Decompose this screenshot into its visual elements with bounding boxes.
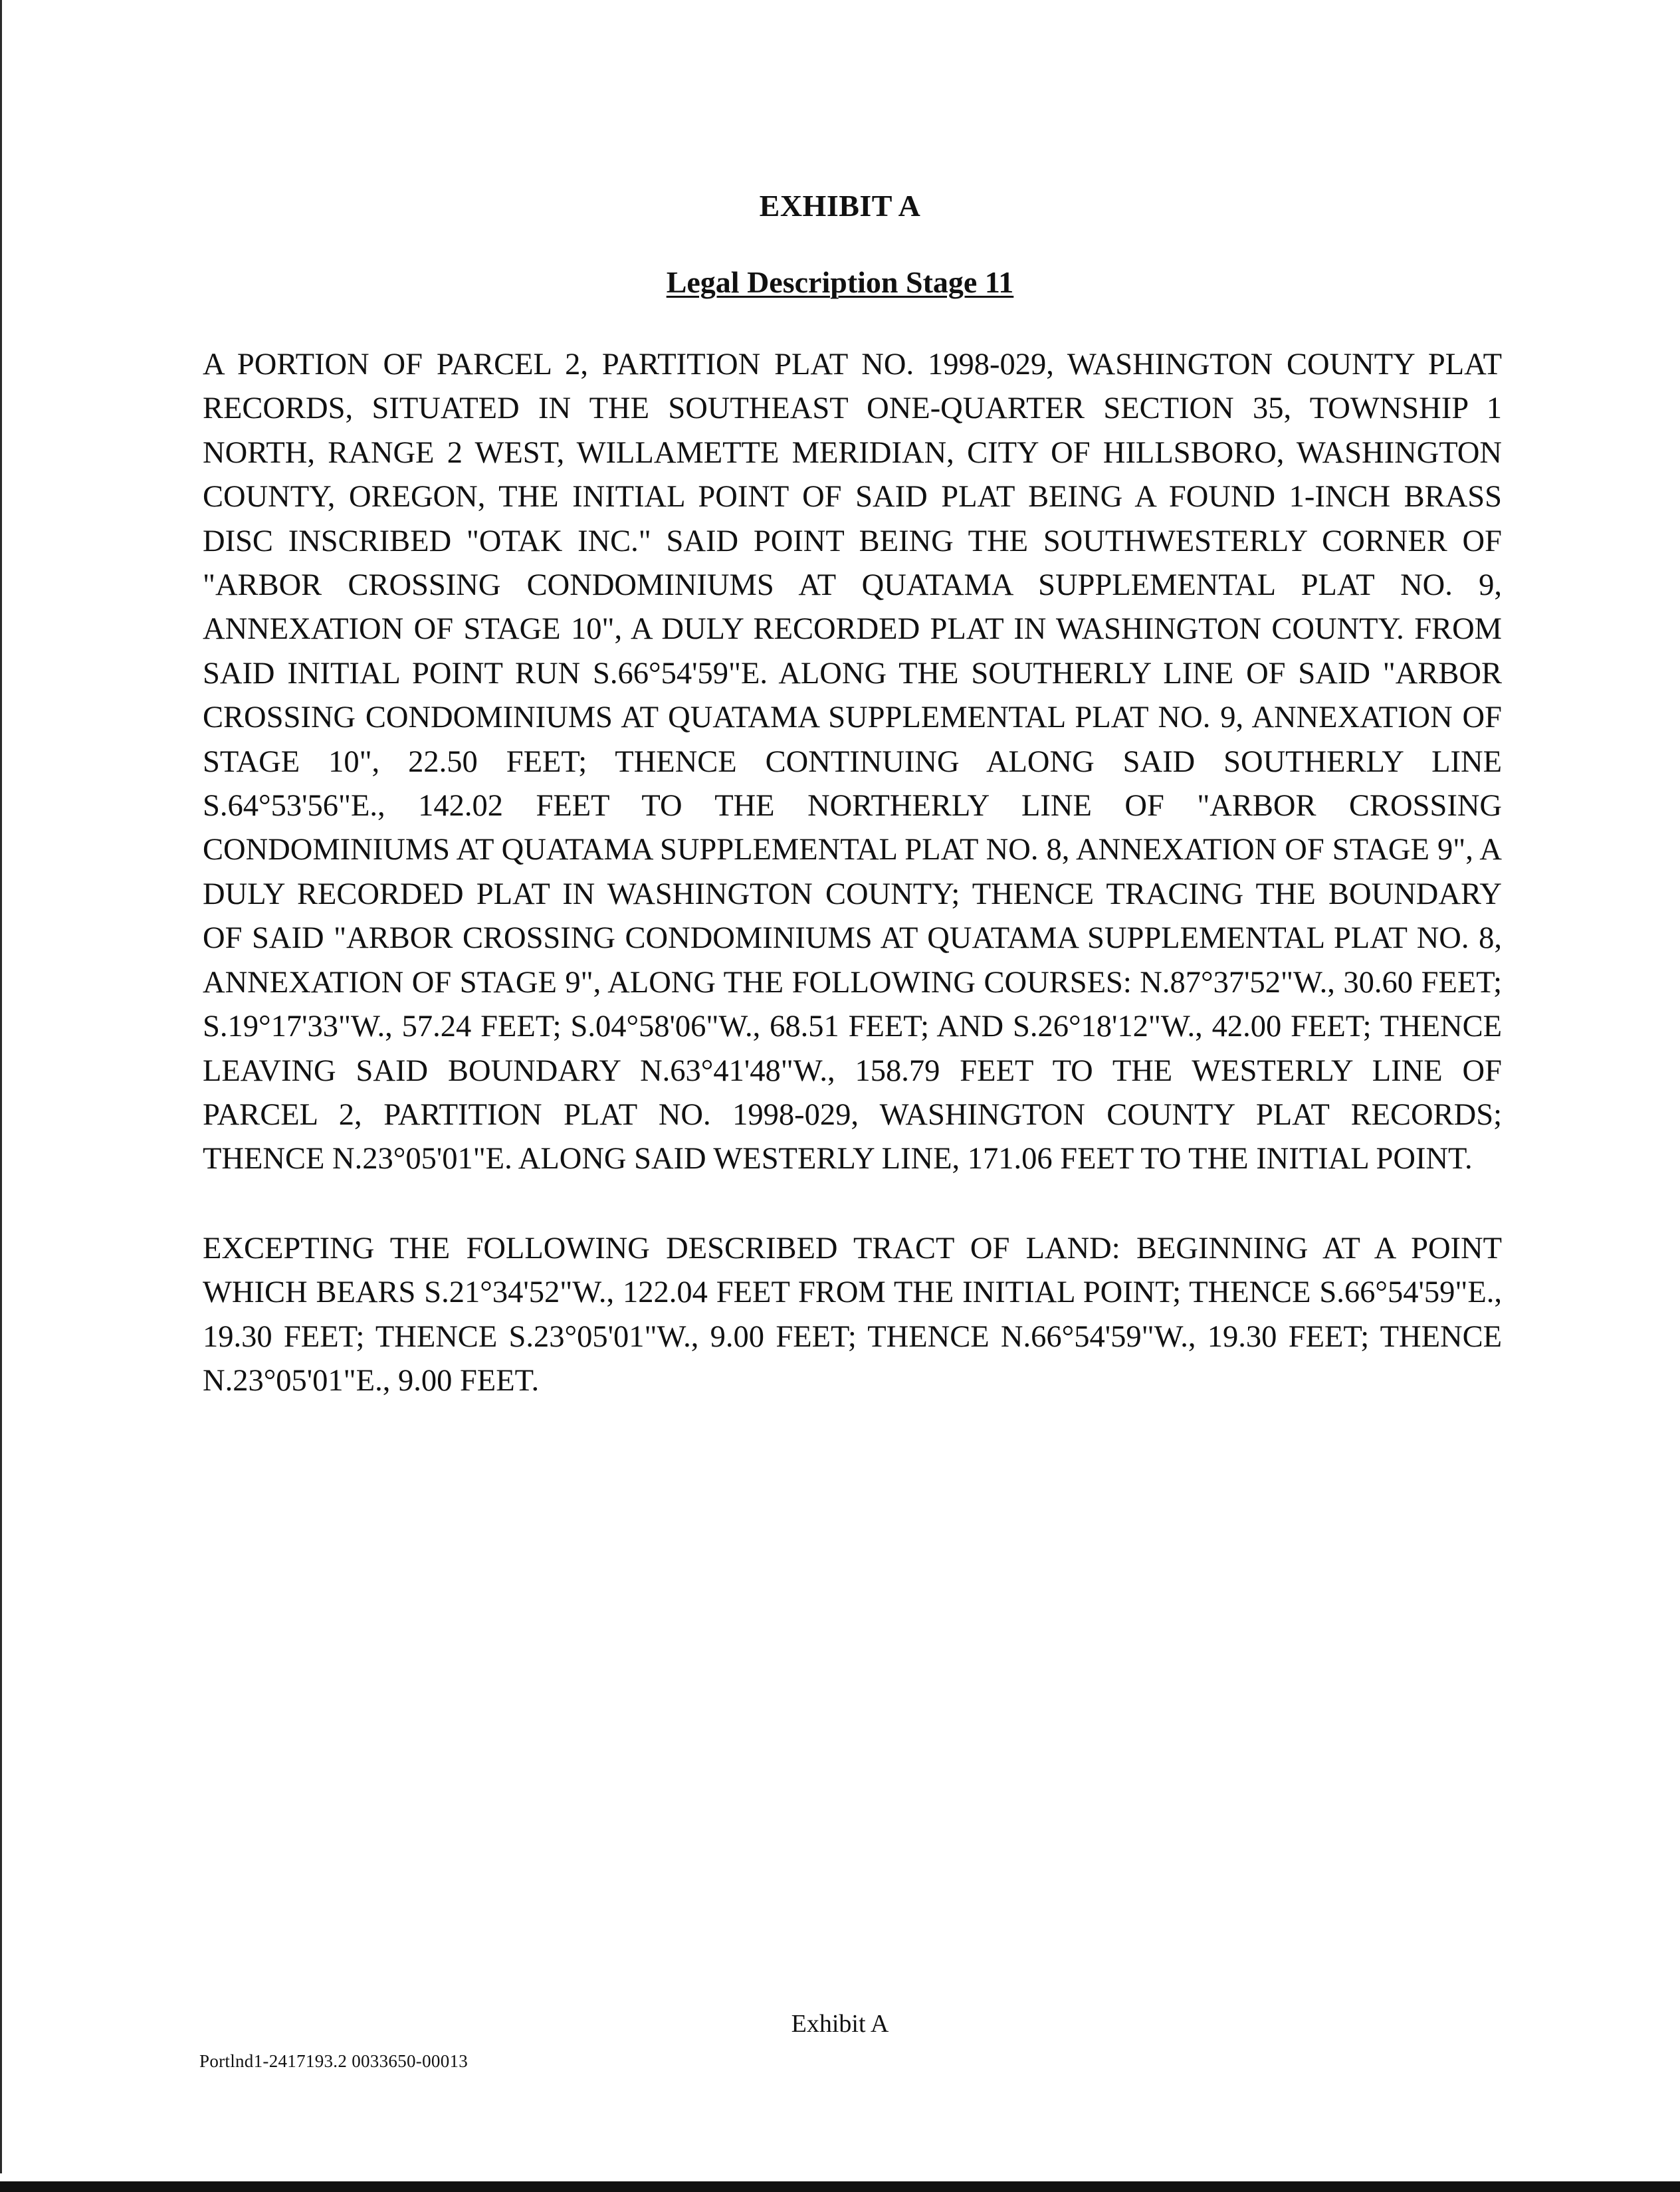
document-id: Portlnd1-2417193.2 0033650-00013 [199, 2051, 469, 2071]
scan-left-edge [0, 0, 2, 2173]
legal-description-paragraph: A PORTION OF PARCEL 2, PARTITION PLAT NO. 1998-029, WASHINGTON COUNTY PLAT RECORDS, SITUATED IN THE SOUTHEAST ONE-QUARTER SECTION 35, TOWNSHIP 1 NORTH, RANGE 2 WEST, WILLAMETTE MERIDIAN, CITY OF HILLSBORO, WASHINGTON COUNTY, OREGON, THE INITIAL POINT OF SAID PLAT BEING A FOUND 1-INCH BRASS DISC INSCRIBED "OTAK INC." SAID POINT BEING THE SOUTHWESTERLY CORNER OF "ARBOR CROSSING CONDOMINIUMS AT QUATAMA SUPPLEMENTAL PLAT NO. 9, ANNEXATION OF STAGE 10", A DULY RECORDED PLAT IN WASHINGTON COUNTY. FROM SAID INITIAL POINT RUN S.66°54'59"E. ALONG THE SOUTHERLY LINE OF SAID "ARBOR CROSSING CONDOMINIUMS AT QUATAMA SUPPLEMENTAL PLAT NO. 9, ANNEXATION OF STAGE 10", 22.50 FEET; THENCE CONTINUING ALONG SAID SOUTHERLY LINE S.64°53'56"E., 142.02 FEET TO THE NORTHERLY LINE OF "ARBOR CROSSING CONDOMINIUMS AT QUATAMA SUPPLEMENTAL PLAT NO. 8, ANNEXATION OF STAGE 9", A DULY RECORDED PLAT IN WASHINGTON COUNTY; THENCE TRACING THE BOUNDARY OF SAID "ARBOR CROSSING CONDOMINIUMS AT QUATAMA SUPPLEMENTAL PLAT NO. 8, ANNEXATION OF STAGE 9", ALONG THE FOLLOWING COURSES: N.87°37'52"W., 30.60 FEET; S.19°17'33"W., 57.24 FEET; S.04°58'06"W., 68.51 FEET; AND S.26°18'12"W., 42.00 FEET; THENCE LEAVING SAID BOUNDARY N.63°41'48"W., 158.79 FEET TO THE WESTERLY LINE OF PARCEL 2, PARTITION PLAT NO. 1998-029, WASHINGTON COUNTY PLAT RECORDS; THENCE N.23°05'01"E. ALONG SAID WESTERLY LINE, 171.06 FEET TO THE INITIAL POINT. [203, 348, 1502, 1176]
scan-bottom-edge [0, 2181, 1680, 2192]
page-footer-label: Exhibit A [791, 2010, 889, 2038]
exhibit-title: EXHIBIT A [759, 189, 921, 223]
excepted-tract-paragraph: EXCEPTING THE FOLLOWING DESCRIBED TRACT OF LAND: BEGINNING AT A POINT WHICH BEARS S.21°34'52"W., 122.04 FEET FROM THE INITIAL POINT; THENCE S.66°54'59"E., 19.30 FEET; THENCE S.23°05'01"W., 9.00 FEET; THENCE N.66°54'59"W., 19.30 FEET; THENCE N.23°05'01"E., 9.00 FEET. [203, 1232, 1502, 1398]
legal-description-heading: Legal Description Stage 11 [666, 265, 1014, 299]
